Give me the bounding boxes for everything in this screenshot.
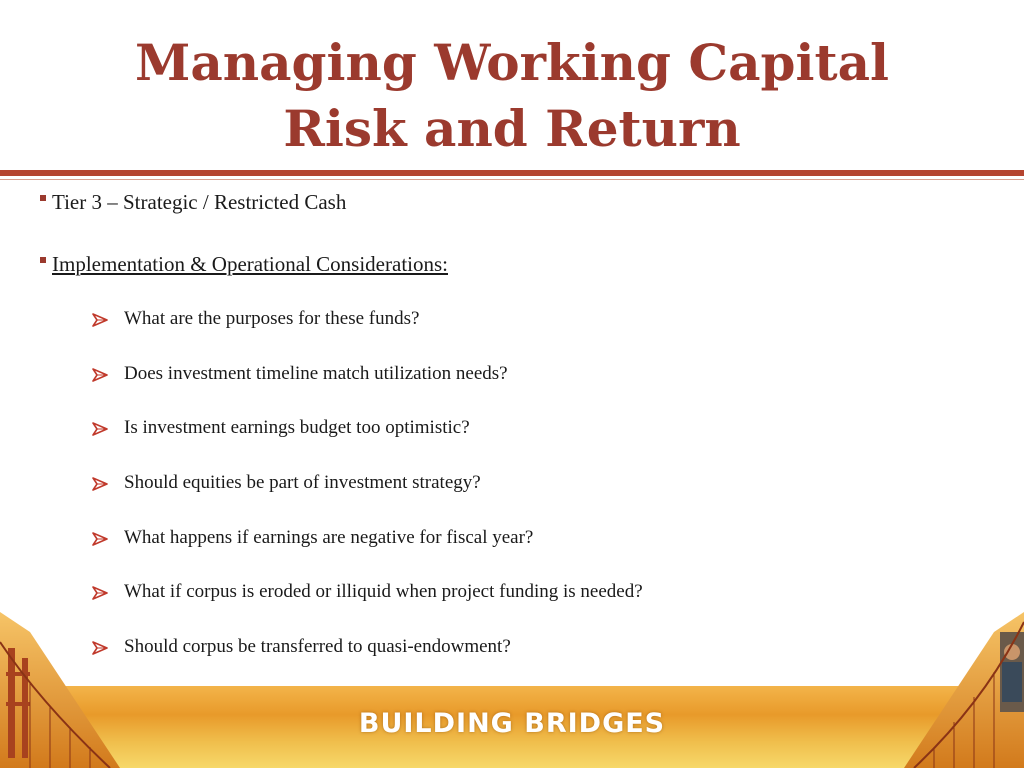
list-item (92, 527, 643, 582)
tier-bullet-2 (40, 252, 448, 277)
square-bullet-icon (40, 257, 46, 263)
arrow-bullet-icon (92, 417, 114, 442)
slide-title (0, 30, 1024, 162)
title-divider (0, 170, 1024, 176)
arrow-bullet-icon (92, 527, 114, 552)
title-divider-thin (0, 179, 1024, 180)
title-line-1: Managing Working Capital (135, 33, 889, 92)
question-text: Is investment earnings budget too optimistic? (124, 417, 470, 439)
tier-label: Tier 3 – Strategic / Restricted Cash (52, 190, 347, 214)
question-text: Should corpus be transferred to quasi-endowment? (124, 636, 511, 658)
list-item (92, 363, 643, 418)
question-text: Does investment timeline match utilization needs? (124, 362, 508, 384)
tier-label: Implementation & Operational Considerations: (52, 252, 448, 276)
people-photo-icon (904, 612, 1024, 768)
arrow-bullet-icon (92, 581, 114, 606)
arrow-bullet-icon (92, 363, 114, 388)
title-line-2: Risk and Return (283, 99, 741, 158)
list-item (92, 417, 643, 472)
arrow-bullet-icon (92, 308, 114, 333)
footer-banner-text: BUILDING BRIDGES (358, 708, 666, 739)
question-list (92, 308, 643, 691)
question-text: Should equities be part of investment strategy? (124, 472, 481, 494)
golden-gate-bridge-icon (0, 612, 120, 768)
tier-bullet-1 (40, 190, 346, 215)
list-item (92, 472, 643, 527)
list-item (92, 308, 643, 363)
question-text: What if corpus is eroded or illiquid when project funding is needed? (124, 581, 643, 603)
question-text: What happens if earnings are negative for fiscal year? (124, 526, 534, 548)
list-item (92, 581, 643, 636)
question-text: What are the purposes for these funds? (124, 308, 420, 329)
square-bullet-icon (40, 195, 46, 201)
arrow-bullet-icon (92, 472, 114, 497)
list-item (92, 636, 643, 691)
